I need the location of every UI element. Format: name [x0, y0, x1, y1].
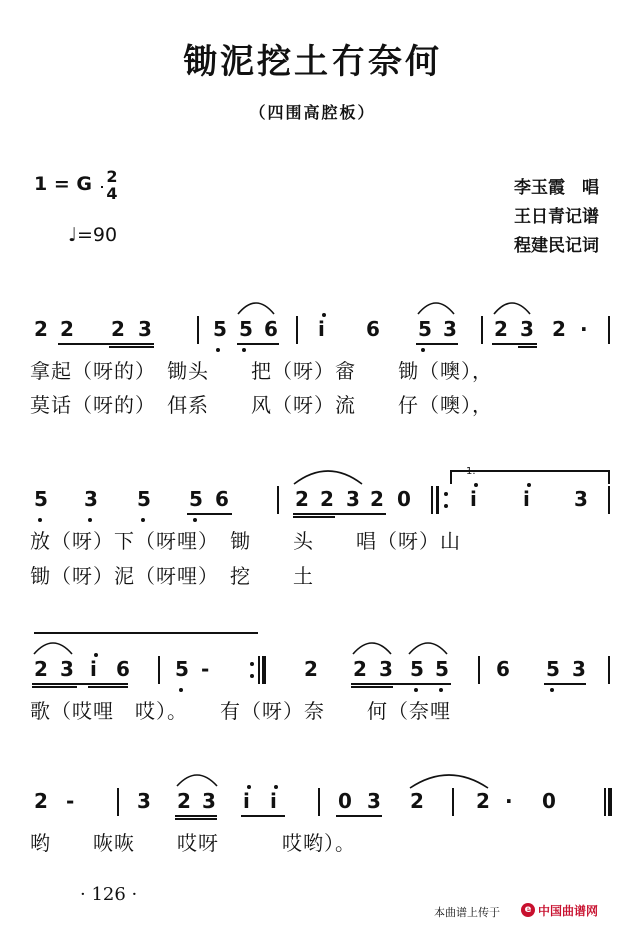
bar-line — [431, 486, 433, 514]
note: 2 — [552, 317, 566, 341]
beam-line — [241, 815, 285, 817]
note: 2 — [111, 317, 125, 341]
note: 3 — [202, 789, 216, 813]
high-dot — [527, 483, 531, 487]
note: 5 — [213, 317, 227, 341]
note: 2 — [410, 789, 424, 813]
note: 3 — [379, 657, 393, 681]
beam-line — [293, 516, 335, 518]
note: - — [201, 657, 210, 681]
note: 6 — [116, 657, 130, 681]
bar-line — [296, 316, 298, 344]
lyrics-verse-1: 放（呀）下（呀哩） 锄 头 唱（呀）山 — [30, 529, 461, 553]
page-subtitle: （四围高腔板） — [249, 103, 376, 122]
note: 2 — [34, 789, 48, 813]
note: 3 — [60, 657, 74, 681]
bar-line — [481, 316, 483, 344]
bar-line — [117, 788, 119, 816]
repeat-dot — [250, 662, 254, 666]
note: 2 — [60, 317, 74, 341]
low-dot — [439, 688, 443, 692]
note: 2 — [295, 487, 309, 511]
credit-lyrics: 程建民记词 — [514, 236, 599, 256]
lyrics-verse-2: 锄（呀）泥（呀哩） 挖 土 — [30, 564, 314, 588]
note: 2 — [494, 317, 508, 341]
note: 3 — [138, 317, 152, 341]
note: i — [470, 487, 477, 511]
low-dot — [141, 518, 145, 522]
note: 3 — [84, 487, 98, 511]
note: 2 — [320, 487, 334, 511]
repeat-dot — [250, 674, 254, 678]
note: · — [505, 789, 513, 813]
low-dot — [414, 688, 418, 692]
note: 5 — [175, 657, 189, 681]
note: i — [90, 657, 97, 681]
repeat-dot — [444, 492, 448, 496]
beam-line — [351, 686, 393, 688]
note: 5 — [239, 317, 253, 341]
key-signature: 1 = G — [34, 173, 92, 195]
beam-line — [58, 343, 154, 345]
note: 3 — [520, 317, 534, 341]
quarter-note-icon: ♩ — [68, 224, 77, 246]
beam-line — [88, 686, 128, 688]
beam-line — [109, 346, 154, 348]
note: - — [66, 789, 75, 813]
note: 5 — [418, 317, 432, 341]
beam-line — [32, 683, 128, 685]
volta-bracket-right — [608, 470, 610, 484]
note: 5 — [410, 657, 424, 681]
high-dot — [247, 785, 251, 789]
beam-line — [293, 513, 386, 515]
high-dot — [274, 785, 278, 789]
beam-line — [175, 818, 217, 820]
note: i — [243, 789, 250, 813]
beam-line — [416, 343, 458, 345]
low-dot — [193, 518, 197, 522]
high-dot — [94, 653, 98, 657]
note: 2 — [304, 657, 318, 681]
note: 6 — [496, 657, 510, 681]
note: 2 — [177, 789, 191, 813]
time-signature-bottom: 4 — [106, 184, 118, 203]
bar-line — [478, 656, 480, 684]
lyrics-verse-1: 哟 咴咴 哎呀 哎哟）。 — [30, 831, 356, 855]
bar-line — [608, 316, 610, 344]
slur — [408, 768, 490, 790]
note: 2 — [34, 317, 48, 341]
bar-line — [158, 656, 160, 684]
page-title: 锄泥挖土冇奈何 — [183, 42, 442, 82]
note: 3 — [572, 657, 586, 681]
site-name[interactable]: 中国曲谱网 — [538, 904, 599, 918]
note: 6 — [264, 317, 278, 341]
slur — [492, 296, 532, 316]
beam-line — [187, 513, 232, 515]
beam-line — [32, 686, 77, 688]
high-dot — [322, 313, 326, 317]
low-dot — [38, 518, 42, 522]
bar-line — [452, 788, 454, 816]
low-dot — [179, 688, 183, 692]
slur — [416, 296, 456, 316]
low-dot — [550, 688, 554, 692]
slur — [236, 296, 276, 316]
time-signature — [101, 168, 123, 202]
low-dot — [216, 348, 220, 352]
note: 6 — [215, 487, 229, 511]
final-bar-line — [604, 788, 606, 816]
bar-line — [277, 486, 279, 514]
note: 3 — [443, 317, 457, 341]
bar-line — [608, 656, 610, 684]
volta-number: 1. — [466, 466, 476, 477]
note: 2 — [353, 657, 367, 681]
low-dot — [88, 518, 92, 522]
low-dot — [421, 348, 425, 352]
note: i — [270, 789, 277, 813]
high-dot — [474, 483, 478, 487]
note: 0 — [338, 789, 352, 813]
bar-line — [318, 788, 320, 816]
note: 6 — [366, 317, 380, 341]
lyrics-verse-1: 歌（哎哩 哎）。 有（呀）奈 何（奈哩 — [30, 699, 451, 723]
slur — [407, 636, 449, 656]
final-bar-line — [608, 788, 612, 816]
note: 5 — [137, 487, 151, 511]
beam-line — [351, 683, 451, 685]
beam-line — [336, 815, 382, 817]
beam-line — [175, 815, 217, 817]
bar-line — [608, 486, 610, 514]
note: 3 — [574, 487, 588, 511]
lyrics-verse-2: 莫话（呀的） 佴系 风（呀）流 仔（噢）， — [30, 393, 493, 417]
beam-line — [544, 683, 586, 685]
beam-line — [518, 346, 537, 348]
note: 3 — [367, 789, 381, 813]
tempo-value: =90 — [76, 224, 118, 246]
note: 0 — [397, 487, 411, 511]
repeat-bar-line — [262, 656, 266, 684]
beam-line — [237, 343, 279, 345]
note: 5 — [189, 487, 203, 511]
time-signature-bar — [101, 186, 103, 188]
slur — [175, 768, 219, 788]
slur — [292, 464, 364, 486]
note: 2 — [34, 657, 48, 681]
beam-line — [492, 343, 537, 345]
note: 0 — [542, 789, 556, 813]
low-dot — [242, 348, 246, 352]
credit-singer: 李玉霞 唱 — [514, 178, 599, 198]
slur — [351, 636, 393, 656]
note: 5 — [34, 487, 48, 511]
note: i — [318, 317, 325, 341]
repeat-dot — [444, 504, 448, 508]
lyrics-verse-1: 拿起（呀的） 锄头 把（呀）畲 锄（噢）， — [30, 359, 493, 383]
bar-line — [197, 316, 199, 344]
slur — [32, 636, 74, 656]
repeat-bar-line — [436, 486, 439, 514]
note: 5 — [546, 657, 560, 681]
repeat-bar-line — [258, 656, 260, 684]
credit-notation: 王日青记谱 — [514, 207, 599, 227]
note: 2 — [370, 487, 384, 511]
note: i — [523, 487, 530, 511]
note: 2 — [476, 789, 490, 813]
note: 3 — [346, 487, 360, 511]
note: 3 — [137, 789, 151, 813]
volta-continuation-line — [34, 632, 258, 634]
volta-bracket-left — [450, 470, 452, 484]
time-signature-top: 2 — [106, 167, 118, 186]
note: · — [580, 317, 588, 341]
site-logo-icon: e — [521, 903, 535, 917]
upload-note: 本曲谱上传于 — [434, 906, 500, 919]
tempo-marking — [68, 224, 117, 246]
note: 5 — [435, 657, 449, 681]
page-number: · 126 · — [80, 884, 138, 905]
